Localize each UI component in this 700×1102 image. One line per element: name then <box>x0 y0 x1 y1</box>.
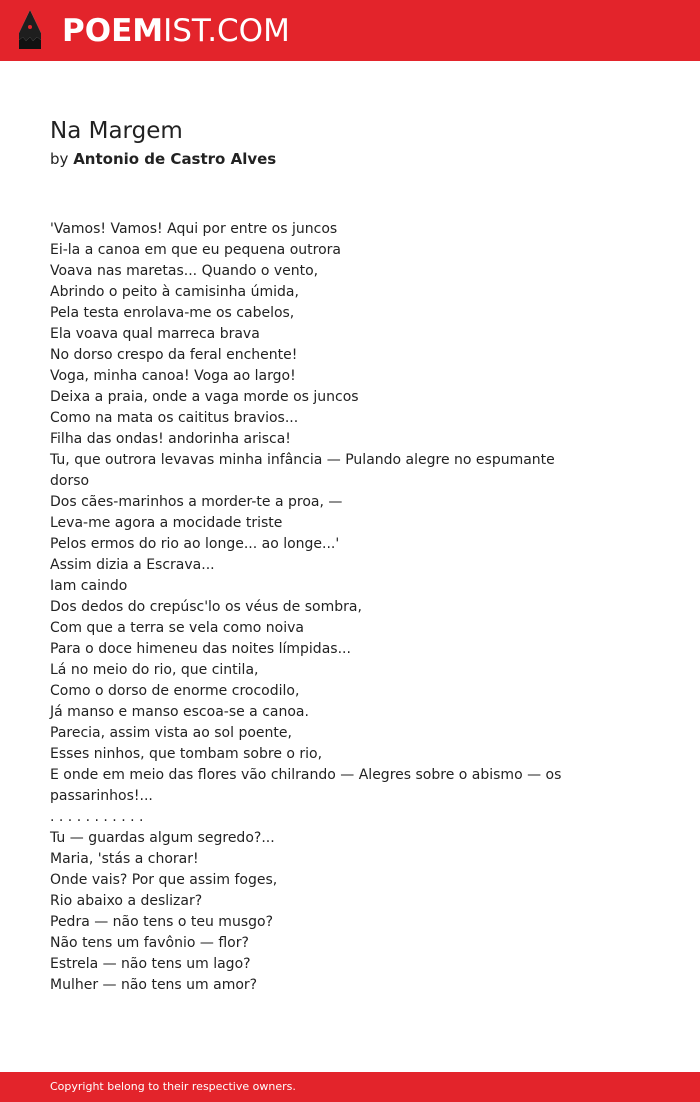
poem-line: Pela testa enrolava-me os cabelos, <box>50 305 295 321</box>
poem-line: Tu, que outrora levavas minha infância — Pulando alegre no espumante dorso <box>50 452 555 489</box>
poem-line: Lá no meio do rio, que cintila, <box>50 662 259 678</box>
poem-line: Filha das ondas! andorinha arisca! <box>50 431 291 447</box>
poem-line: Leva-me agora a mocidade triste <box>50 515 283 531</box>
poem-line: Como na mata os caititus bravios... <box>50 410 299 426</box>
site-logo[interactable] <box>62 13 290 49</box>
by-label: by <box>50 150 69 168</box>
poem-line: Ei-la a canoa em que eu pequena outrora <box>50 242 341 258</box>
poem-line: Voga, minha canoa! Voga ao largo! <box>50 368 296 384</box>
poem-line: Onde vais? Por que assim foges, <box>50 872 278 888</box>
poem-line: Não tens um favônio — flor? <box>50 935 249 951</box>
poem-line: Pedra — não tens o teu musgo? <box>50 914 273 930</box>
poem-line: Maria, 'stás a chorar! <box>50 851 199 867</box>
poem-title: Na Margem <box>50 118 183 144</box>
poem-line: Com que a terra se vela como noiva <box>50 620 304 636</box>
poem-byline <box>50 148 276 170</box>
site-header <box>0 0 700 61</box>
poem-line: Assim dizia a Escrava... <box>50 557 215 573</box>
author-name: Antonio de Castro Alves <box>73 150 277 168</box>
poem-line: Rio abaixo a deslizar? <box>50 893 203 909</box>
site-footer <box>0 1072 700 1102</box>
poem-line: Pelos ermos do rio ao longe... ao longe...' <box>50 536 340 552</box>
pen-nib-icon[interactable] <box>17 9 43 51</box>
logo-light-text: IST.COM <box>163 13 290 49</box>
poem-line: E onde em meio das flores vão chilrando — Alegres sobre o abismo — os passarinhos!... <box>50 767 562 804</box>
poem-line: Tu — guardas algum segredo?... <box>50 830 275 846</box>
poem-line: Mulher — não tens um amor? <box>50 977 258 993</box>
poem-line: Dos cães-marinhos a morder-te a proa, — <box>50 494 343 510</box>
poem-line: Para o doce himeneu das noites límpidas... <box>50 641 351 657</box>
poem-line: Deixa a praia, onde a vaga morde os juncos <box>50 389 359 405</box>
logo-bold-text: POEM <box>62 13 164 49</box>
poem-line: Iam caindo <box>50 578 128 594</box>
poem-line: . . . . . . . . . . . <box>50 809 144 825</box>
poem-body <box>50 219 570 996</box>
poem-line: No dorso crespo da feral enchente! <box>50 347 298 363</box>
poem-line: Abrindo o peito à camisinha úmida, <box>50 284 299 300</box>
poem-line: Ela voava qual marreca brava <box>50 326 260 342</box>
poem-line: Dos dedos do crepúsc'lo os véus de sombra, <box>50 599 362 615</box>
poem-line: Como o dorso de enorme crocodilo, <box>50 683 300 699</box>
copyright-text: Copyright belong to their respective owners. <box>50 1080 296 1093</box>
poem-line: 'Vamos! Vamos! Aqui por entre os juncos <box>50 221 338 237</box>
poem-line: Esses ninhos, que tombam sobre o rio, <box>50 746 323 762</box>
poem-line: Estrela — não tens um lago? <box>50 956 251 972</box>
poem-line: Parecia, assim vista ao sol poente, <box>50 725 292 741</box>
poem-line: Voava nas maretas... Quando o vento, <box>50 263 319 279</box>
poem-line: Já manso e manso escoa-se a canoa. <box>50 704 309 720</box>
